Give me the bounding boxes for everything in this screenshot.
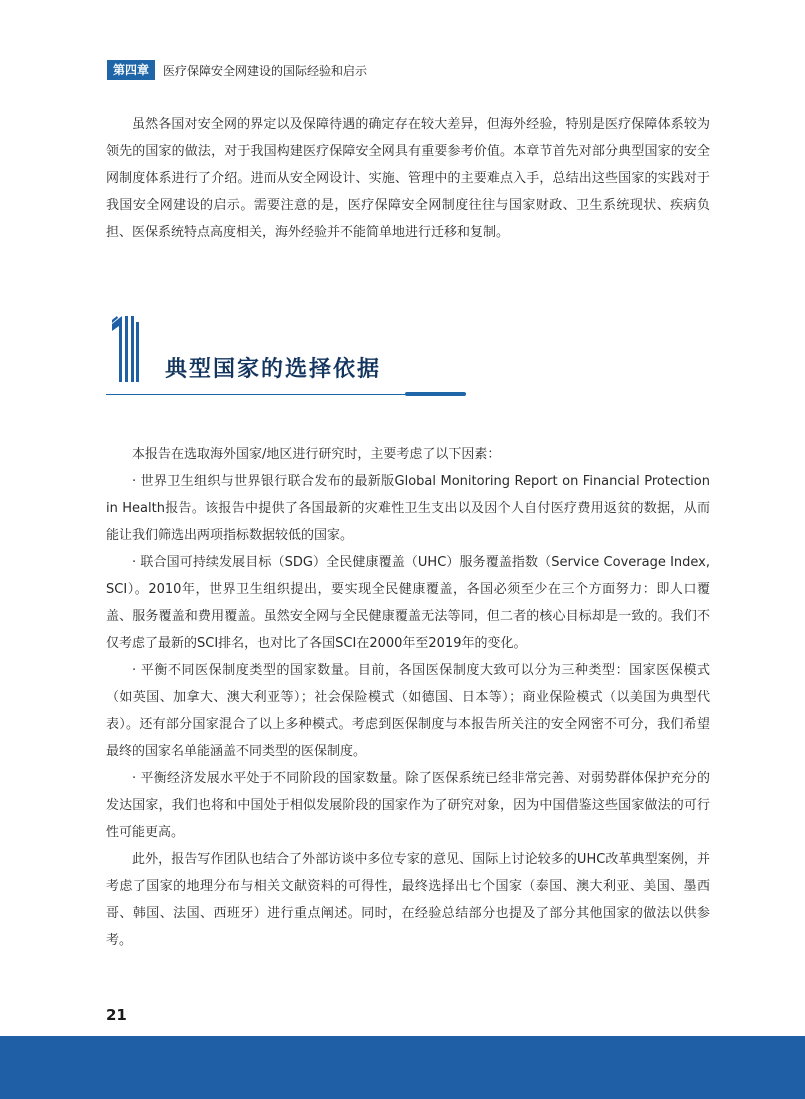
- section-number-graphic: [109, 314, 139, 382]
- body-paragraph: · 平衡经济发展水平处于不同阶段的国家数量。除了医保系统已经非常完善、对弱势群体保护充分的发达国家，我们也将和中国处于相似发展阶段的国家作为了研究对象，因为中国借鉴这些国家做法的可行性可能更高。: [106, 771, 710, 840]
- body-text: [106, 441, 710, 954]
- body-paragraph: · 平衡不同医保制度类型的国家数量。目前，各国医保制度大致可以分为三种类型：国家医保模式（如英国、加拿大、澳大利亚等）；社会保险模式（如德国、日本等）；商业保险模式（以美国为典型代表）。还有部分国家混合了以上多种模式。考虑到医保制度与本报告所关注的安全网密不可分，我们希望最终的国家名单能涵盖不同类型的医保制度。: [106, 663, 710, 759]
- body-paragraph: · 联合国可持续发展目标（SDG）全民健康覆盖（UHC）服务覆盖指数（Service Coverage Index, SCI）。2010年，世界卫生组织提出，要实现全民健康覆盖，各国必须至少在三个方面努力：即人口覆盖、服务覆盖和费用覆盖。虽然安全网与全民健康覆盖无法等同，但二者的核心目标却是一致的。我们不仅考虑了最新的SCI排名，也对比了各国SCI在2000年至2019年的变化。: [106, 555, 710, 651]
- intro-paragraph: 虽然各国对安全网的界定以及保障待遇的确定存在较大差异，但海外经验，特别是医疗保障体系较为领先的国家的做法，对于我国构建医疗保障安全网具有重要参考价值。本章节首先对部分典型国家的安全网制度体系进行了介绍。进而从安全网设计、实施、管理中的主要难点入手，总结出这些国家的实践对于我国安全网建设的启示。需要注意的是，医疗保障安全网制度往往与国家财政、卫生系统现状、疾病负担、医保系统特点高度相关，海外经验并不能简单地进行迁移和复制。: [106, 117, 710, 240]
- body-paragraph: · 世界卫生组织与世界银行联合发布的最新版Global Monitoring Report on Financial Protection in Health报告。该报告中提供了各国最新的灾难性卫生支出以及因个人自付医疗费用返贫的数据，从而能让我们筛选出两项指标数据较低的国家。: [106, 474, 710, 543]
- footer-bar: [0, 1036, 805, 1099]
- body-paragraph: 此外，报告写作团队也结合了外部访谈中多位专家的意见、国际上讨论较多的UHC改革典型案例，并考虑了国家的地理分布与相关文献资料的可得性，最终选择出七个国家（泰国、澳大利亚、美国、墨西哥、韩国、法国、西班牙）进行重点阐述。同时，在经验总结部分也提及了部分其他国家的做法以供参考。: [106, 852, 710, 948]
- section-divider-accent: [405, 392, 466, 396]
- section-title: 典型国家的选择依据: [165, 357, 382, 382]
- chapter-title: 医疗保障安全网建设的国际经验和启示: [163, 63, 368, 78]
- running-header: [107, 60, 367, 80]
- body-paragraph: 本报告在选取海外国家/地区进行研究时，主要考虑了以下因素：: [132, 447, 501, 462]
- page-number: 21: [106, 1006, 127, 1024]
- chapter-badge: 第四章: [107, 60, 155, 80]
